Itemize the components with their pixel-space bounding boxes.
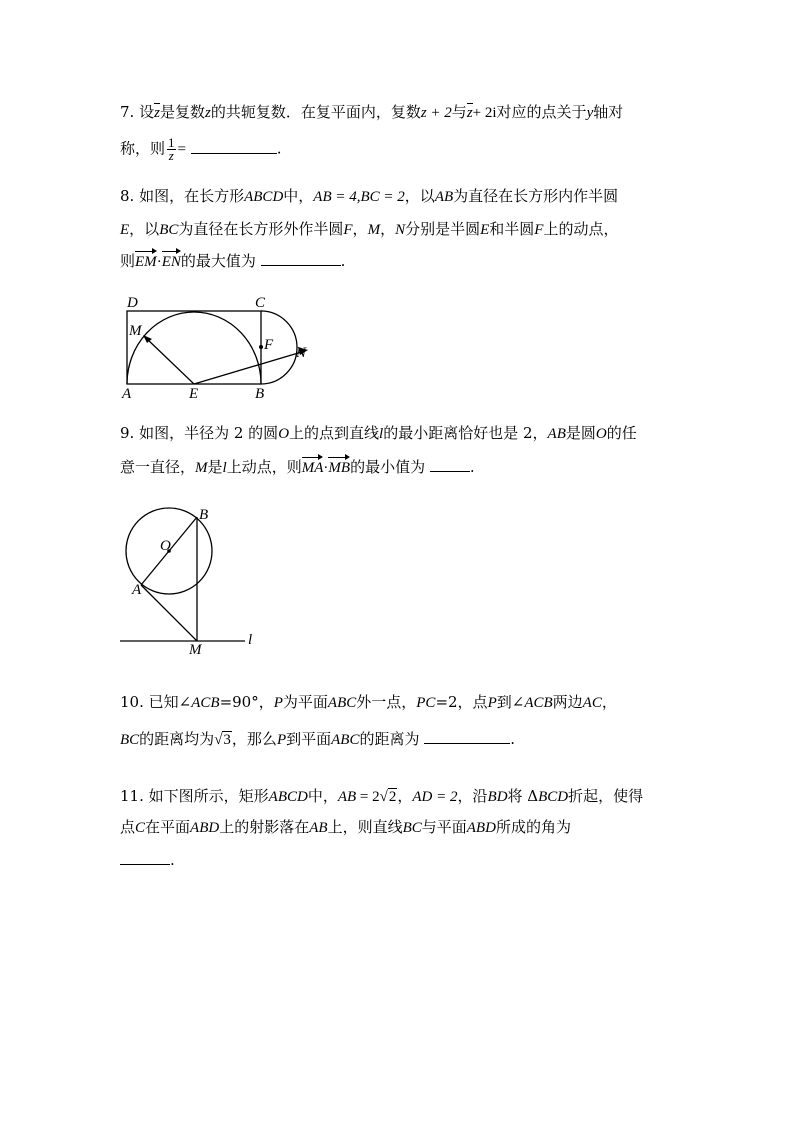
answer-blank-q8[interactable] xyxy=(261,251,341,266)
label-c: C xyxy=(255,295,266,311)
semicircle-e xyxy=(127,312,261,384)
q7-line2: 称，则 $\frac{1}{z}$ = . xyxy=(120,135,282,163)
label-o: O xyxy=(160,538,171,554)
q10-line2: BC的距离均为√3，那么P到平面ABC的距离为 . xyxy=(120,728,515,751)
q10-line1: 10. 已知∠ACB=90°，P为平面ABC外一点，PC=2，点P到∠ACB两边AC， xyxy=(120,693,617,711)
q8-figure xyxy=(115,292,325,402)
fraction-1-over-z: $\frac{1}{z}$ xyxy=(168,135,175,163)
label-m: M xyxy=(129,323,142,339)
point-f xyxy=(259,345,263,349)
q11-number: 11. xyxy=(120,787,144,805)
vector-en: EN xyxy=(162,249,181,273)
label-n: N xyxy=(296,345,307,361)
q11-line3: . xyxy=(120,849,175,871)
q9-line1: 9. 如图，半径为 2 的圆O上的点到直线l的最小距离恰好也是 2，AB是圆O的任 xyxy=(120,424,637,442)
q8-line2: E，以BC为直径在长方形外作半圆F，M，N分别是半圆E和半圆F上的动点， xyxy=(120,220,619,238)
label-f: F xyxy=(264,337,274,353)
label-b: B xyxy=(199,507,209,523)
answer-blank-q7[interactable] xyxy=(191,139,277,154)
expr-z-plus-2: z + 2 xyxy=(420,105,452,121)
condition-ab-bc: AB = 4,BC = 2 xyxy=(313,189,405,205)
q11-line1: 11. 如下图所示，矩形ABCD中，AB = 2√2，AD = 2，沿BD将 ΔBCD折起，使得 xyxy=(120,785,643,808)
answer-blank-q10[interactable] xyxy=(424,729,510,744)
label-b: B xyxy=(255,386,265,402)
sqrt-3: √3 xyxy=(214,732,231,748)
vector-ma: MA xyxy=(302,455,324,479)
answer-blank-q9[interactable] xyxy=(430,457,470,472)
q9-number: 9. xyxy=(120,424,135,442)
label-m: M xyxy=(189,642,202,658)
vector-mb: MB xyxy=(328,455,350,479)
q9-figure xyxy=(115,505,265,660)
z-conjugate: z xyxy=(154,102,160,124)
q8-line3: 则EM·EN的最大值为 . xyxy=(120,249,345,273)
q7-number: 7. xyxy=(120,103,135,121)
label-a: A xyxy=(122,386,132,402)
q8-line1: 8. 如图，在长方形ABCD中，AB = 4,BC = 2，以AB为直径在长方形内作半圆 xyxy=(120,187,619,205)
vector-em-arrow xyxy=(146,338,194,384)
label-a: A xyxy=(132,582,142,598)
q11-line2: 点C在平面ABD上的射影落在AB上，则直线BC与平面ABD所成的角为 xyxy=(120,818,571,836)
vector-en-arrow xyxy=(194,351,305,384)
answer-blank-q11[interactable] xyxy=(120,850,170,865)
q8-number: 8. xyxy=(120,187,135,205)
q10-number: 10. xyxy=(120,693,144,711)
sqrt-2: √2 xyxy=(379,789,397,805)
q7-line1: 7. 设z是复数z的共轭复数．在复平面内，复数z + 2与z+ 2i对应的点关于y轴对 xyxy=(120,101,623,124)
rectangle-abcd xyxy=(127,311,261,384)
q9-line2: 意一直径，M是l上动点，则MA·MB的最小值为 . xyxy=(120,455,475,479)
label-e: E xyxy=(189,386,199,402)
label-d: D xyxy=(127,295,138,311)
label-l: l xyxy=(248,632,253,648)
vector-em: EM xyxy=(135,249,157,273)
